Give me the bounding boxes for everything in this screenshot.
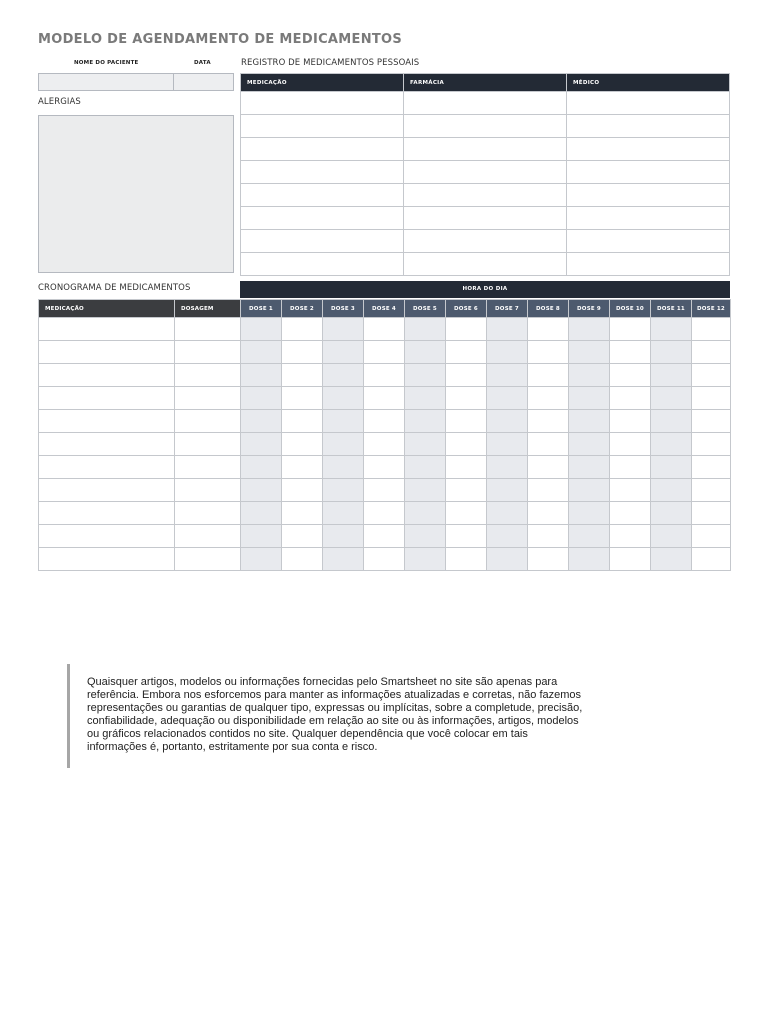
- registry-col-medication: MEDICAÇÃO: [241, 74, 404, 92]
- dose-cell[interactable]: [323, 433, 364, 456]
- page-title: MODELO DE AGENDAMENTO DE MEDICAMENTOS: [38, 32, 403, 47]
- dose-cell[interactable]: [405, 525, 446, 548]
- dose-cell[interactable]: [692, 318, 731, 341]
- schedule-header-row: [39, 300, 731, 318]
- dose-cell[interactable]: [651, 548, 692, 571]
- registry-row: [241, 253, 730, 276]
- dose-cell[interactable]: [651, 479, 692, 502]
- dose-cell[interactable]: [241, 364, 282, 387]
- dose-cell[interactable]: [610, 364, 651, 387]
- dose-header-2: DOSE 2: [282, 300, 323, 318]
- dose-cell[interactable]: [569, 318, 610, 341]
- dosage-cell[interactable]: [175, 318, 241, 341]
- dose-cell[interactable]: [528, 433, 569, 456]
- dose-cell[interactable]: [405, 387, 446, 410]
- dosage-cell[interactable]: [175, 502, 241, 525]
- dose-cell[interactable]: [241, 548, 282, 571]
- hour-of-day-header: HORA DO DIA: [240, 281, 730, 298]
- dose-cell[interactable]: [282, 548, 323, 571]
- registry-cell[interactable]: [241, 207, 404, 230]
- medication-cell[interactable]: [39, 410, 175, 433]
- medication-cell[interactable]: [39, 318, 175, 341]
- dose-cell[interactable]: [446, 456, 487, 479]
- dose-cell[interactable]: [323, 525, 364, 548]
- registry-cell[interactable]: [404, 253, 567, 276]
- dose-cell[interactable]: [446, 341, 487, 364]
- registry-cell[interactable]: [404, 138, 567, 161]
- dose-cell[interactable]: [651, 364, 692, 387]
- dose-cell[interactable]: [446, 548, 487, 571]
- dose-cell[interactable]: [241, 387, 282, 410]
- dose-cell[interactable]: [487, 502, 528, 525]
- schedule-row: [39, 525, 731, 548]
- dose-cell[interactable]: [364, 479, 405, 502]
- dose-cell[interactable]: [241, 502, 282, 525]
- dose-header-1: DOSE 1: [241, 300, 282, 318]
- dose-cell[interactable]: [692, 502, 731, 525]
- dose-cell[interactable]: [405, 410, 446, 433]
- allergies-label: ALERGIAS: [38, 97, 81, 107]
- dose-cell[interactable]: [651, 387, 692, 410]
- registry-cell[interactable]: [404, 207, 567, 230]
- dose-cell[interactable]: [364, 456, 405, 479]
- dose-cell[interactable]: [323, 479, 364, 502]
- medication-cell[interactable]: [39, 387, 175, 410]
- registry-row: [241, 184, 730, 207]
- dose-cell[interactable]: [323, 548, 364, 571]
- dose-cell[interactable]: [241, 456, 282, 479]
- dose-cell[interactable]: [323, 364, 364, 387]
- dose-cell[interactable]: [569, 525, 610, 548]
- dose-cell[interactable]: [487, 364, 528, 387]
- schedule-table: [38, 299, 731, 571]
- dose-header-7: DOSE 7: [487, 300, 528, 318]
- medication-cell[interactable]: [39, 502, 175, 525]
- dose-cell[interactable]: [569, 479, 610, 502]
- schedule-row: [39, 548, 731, 571]
- dose-cell[interactable]: [651, 502, 692, 525]
- dosage-cell[interactable]: [175, 341, 241, 364]
- dose-cell[interactable]: [364, 525, 405, 548]
- registry-cell[interactable]: [404, 161, 567, 184]
- dose-cell[interactable]: [364, 364, 405, 387]
- registry-cell[interactable]: [241, 138, 404, 161]
- dose-cell[interactable]: [528, 341, 569, 364]
- dose-cell[interactable]: [405, 479, 446, 502]
- registry-cell[interactable]: [567, 115, 730, 138]
- dose-cell[interactable]: [610, 525, 651, 548]
- dose-cell[interactable]: [241, 341, 282, 364]
- dose-cell[interactable]: [364, 433, 405, 456]
- dose-cell[interactable]: [282, 525, 323, 548]
- registry-title: REGISTRO DE MEDICAMENTOS PESSOAIS: [241, 58, 420, 68]
- dose-cell[interactable]: [569, 433, 610, 456]
- dose-cell[interactable]: [282, 456, 323, 479]
- disclaimer-text: Quaisquer artigos, modelos ou informações fornecidas pelo Smartsheet no site são apenas para referência. Embora nos esforcemos para manter as informações atualizadas e corretas, não fazemos representações ou garantias de qualquer tipo, expressas ou implícitas, sobre a completude, precisão, confiabilidade, adequação ou disponibilidade em relação ao site ou às informações, artigos, modelos ou gráficos relacionados contidos no site. Qualquer dependência que você colocar em tais informações é, portanto, estritamente por sua conta e risco.: [67, 664, 587, 768]
- registry-cell[interactable]: [567, 230, 730, 253]
- dosage-cell[interactable]: [175, 479, 241, 502]
- dose-cell[interactable]: [692, 410, 731, 433]
- dose-cell[interactable]: [692, 525, 731, 548]
- dosage-cell[interactable]: [175, 525, 241, 548]
- dose-cell[interactable]: [405, 318, 446, 341]
- schedule-row: [39, 364, 731, 387]
- patient-name-field[interactable]: [38, 73, 174, 91]
- patient-name-label: NOME DO PACIENTE: [74, 60, 139, 66]
- dose-cell[interactable]: [610, 387, 651, 410]
- registry-row: [241, 138, 730, 161]
- dose-cell[interactable]: [692, 548, 731, 571]
- registry-cell[interactable]: [567, 184, 730, 207]
- dose-cell[interactable]: [651, 410, 692, 433]
- dose-header-6: DOSE 6: [446, 300, 487, 318]
- dose-cell[interactable]: [241, 525, 282, 548]
- dose-cell[interactable]: [651, 433, 692, 456]
- dose-cell[interactable]: [528, 525, 569, 548]
- dose-cell[interactable]: [323, 502, 364, 525]
- dose-cell[interactable]: [323, 410, 364, 433]
- registry-table: [240, 73, 730, 276]
- registry-col-doctor: MÉDICO: [567, 74, 730, 92]
- dose-cell[interactable]: [282, 502, 323, 525]
- schedule-row: [39, 387, 731, 410]
- dose-header-8: DOSE 8: [528, 300, 569, 318]
- dose-cell[interactable]: [364, 548, 405, 571]
- date-field[interactable]: [174, 73, 234, 91]
- dose-cell[interactable]: [446, 364, 487, 387]
- dose-cell[interactable]: [323, 318, 364, 341]
- dose-header-12: DOSE 12: [692, 300, 731, 318]
- medication-cell[interactable]: [39, 364, 175, 387]
- registry-cell[interactable]: [404, 230, 567, 253]
- dose-cell[interactable]: [528, 318, 569, 341]
- dose-cell[interactable]: [405, 433, 446, 456]
- dose-cell[interactable]: [282, 364, 323, 387]
- dose-cell[interactable]: [487, 525, 528, 548]
- dose-cell[interactable]: [487, 456, 528, 479]
- registry-cell[interactable]: [241, 161, 404, 184]
- dose-cell[interactable]: [692, 364, 731, 387]
- registry-cell[interactable]: [241, 253, 404, 276]
- dose-cell[interactable]: [364, 387, 405, 410]
- schedule-row: [39, 479, 731, 502]
- dose-cell[interactable]: [487, 433, 528, 456]
- schedule-row: [39, 433, 731, 456]
- registry-cell[interactable]: [404, 115, 567, 138]
- dose-header-4: DOSE 4: [364, 300, 405, 318]
- registry-header-row: [241, 74, 730, 92]
- dose-cell[interactable]: [610, 548, 651, 571]
- schedule-col-dosage: DOSAGEM: [175, 300, 241, 318]
- dose-cell[interactable]: [487, 318, 528, 341]
- dose-cell[interactable]: [692, 341, 731, 364]
- dose-cell[interactable]: [528, 387, 569, 410]
- dose-header-3: DOSE 3: [323, 300, 364, 318]
- dose-cell[interactable]: [487, 479, 528, 502]
- dose-cell[interactable]: [610, 341, 651, 364]
- dose-header-10: DOSE 10: [610, 300, 651, 318]
- dosage-cell[interactable]: [175, 548, 241, 571]
- dose-cell[interactable]: [528, 456, 569, 479]
- dose-cell[interactable]: [569, 456, 610, 479]
- schedule-row: [39, 410, 731, 433]
- dose-cell[interactable]: [282, 341, 323, 364]
- dose-cell[interactable]: [528, 502, 569, 525]
- dose-cell[interactable]: [446, 502, 487, 525]
- registry-cell[interactable]: [567, 92, 730, 115]
- schedule-row: [39, 318, 731, 341]
- medication-cell[interactable]: [39, 341, 175, 364]
- medication-cell[interactable]: [39, 548, 175, 571]
- dose-cell[interactable]: [528, 410, 569, 433]
- registry-cell[interactable]: [241, 184, 404, 207]
- dose-cell[interactable]: [651, 341, 692, 364]
- dose-cell[interactable]: [323, 341, 364, 364]
- dose-cell[interactable]: [692, 456, 731, 479]
- dose-cell[interactable]: [241, 479, 282, 502]
- registry-col-pharmacy: FARMÁCIA: [404, 74, 567, 92]
- dose-cell[interactable]: [692, 479, 731, 502]
- dose-cell[interactable]: [610, 318, 651, 341]
- registry-row: [241, 115, 730, 138]
- dose-cell[interactable]: [651, 525, 692, 548]
- dose-cell[interactable]: [446, 525, 487, 548]
- dose-cell[interactable]: [282, 433, 323, 456]
- registry-cell[interactable]: [404, 92, 567, 115]
- registry-row: [241, 207, 730, 230]
- dose-cell[interactable]: [610, 433, 651, 456]
- date-label: DATA: [194, 60, 211, 66]
- dose-cell[interactable]: [692, 387, 731, 410]
- dose-cell[interactable]: [405, 502, 446, 525]
- dose-cell[interactable]: [569, 548, 610, 571]
- registry-row: [241, 161, 730, 184]
- dose-cell[interactable]: [528, 479, 569, 502]
- dose-cell[interactable]: [610, 456, 651, 479]
- dose-cell[interactable]: [651, 318, 692, 341]
- registry-cell[interactable]: [241, 92, 404, 115]
- schedule-row: [39, 341, 731, 364]
- dose-cell[interactable]: [487, 548, 528, 571]
- dose-cell[interactable]: [364, 318, 405, 341]
- registry-cell[interactable]: [567, 161, 730, 184]
- registry-cell[interactable]: [567, 253, 730, 276]
- dose-cell[interactable]: [610, 410, 651, 433]
- dose-cell[interactable]: [282, 410, 323, 433]
- dose-header-5: DOSE 5: [405, 300, 446, 318]
- allergies-field[interactable]: [38, 115, 234, 273]
- dose-cell[interactable]: [323, 456, 364, 479]
- registry-cell[interactable]: [404, 184, 567, 207]
- registry-cell[interactable]: [567, 138, 730, 161]
- dose-cell[interactable]: [487, 387, 528, 410]
- dose-cell[interactable]: [528, 364, 569, 387]
- dose-cell[interactable]: [446, 387, 487, 410]
- dosage-cell[interactable]: [175, 387, 241, 410]
- dose-cell[interactable]: [569, 387, 610, 410]
- dose-cell[interactable]: [282, 387, 323, 410]
- dose-cell[interactable]: [446, 318, 487, 341]
- dose-cell[interactable]: [405, 364, 446, 387]
- dose-cell[interactable]: [487, 410, 528, 433]
- dose-cell[interactable]: [569, 364, 610, 387]
- dose-cell[interactable]: [241, 410, 282, 433]
- dose-cell[interactable]: [323, 387, 364, 410]
- dosage-cell[interactable]: [175, 364, 241, 387]
- dose-cell[interactable]: [610, 479, 651, 502]
- medication-cell[interactable]: [39, 433, 175, 456]
- dose-cell[interactable]: [446, 433, 487, 456]
- schedule-col-medication: MEDICAÇÃO: [39, 300, 175, 318]
- dose-header-9: DOSE 9: [569, 300, 610, 318]
- dose-cell[interactable]: [405, 548, 446, 571]
- schedule-row: [39, 456, 731, 479]
- dose-cell[interactable]: [569, 502, 610, 525]
- medication-cell[interactable]: [39, 525, 175, 548]
- dose-cell[interactable]: [282, 318, 323, 341]
- registry-cell[interactable]: [241, 230, 404, 253]
- dosage-cell[interactable]: [175, 433, 241, 456]
- registry-cell[interactable]: [567, 207, 730, 230]
- dose-cell[interactable]: [405, 341, 446, 364]
- dose-cell[interactable]: [569, 341, 610, 364]
- dose-cell[interactable]: [364, 502, 405, 525]
- dose-cell[interactable]: [364, 341, 405, 364]
- dose-cell[interactable]: [651, 456, 692, 479]
- dose-cell[interactable]: [610, 502, 651, 525]
- dosage-cell[interactable]: [175, 456, 241, 479]
- dosage-cell[interactable]: [175, 410, 241, 433]
- dose-cell[interactable]: [528, 548, 569, 571]
- dose-cell[interactable]: [405, 456, 446, 479]
- dose-cell[interactable]: [446, 410, 487, 433]
- dose-cell[interactable]: [569, 410, 610, 433]
- registry-row: [241, 92, 730, 115]
- registry-cell[interactable]: [241, 115, 404, 138]
- schedule-title: CRONOGRAMA DE MEDICAMENTOS: [38, 283, 191, 293]
- medication-cell[interactable]: [39, 479, 175, 502]
- schedule-row: [39, 502, 731, 525]
- medication-cell[interactable]: [39, 456, 175, 479]
- dose-header-11: DOSE 11: [651, 300, 692, 318]
- dose-cell[interactable]: [364, 410, 405, 433]
- dose-cell[interactable]: [692, 433, 731, 456]
- dose-cell[interactable]: [446, 479, 487, 502]
- dose-cell[interactable]: [241, 433, 282, 456]
- registry-row: [241, 230, 730, 253]
- dose-cell[interactable]: [282, 479, 323, 502]
- dose-cell[interactable]: [487, 341, 528, 364]
- patient-row: [38, 73, 234, 91]
- dose-cell[interactable]: [241, 318, 282, 341]
